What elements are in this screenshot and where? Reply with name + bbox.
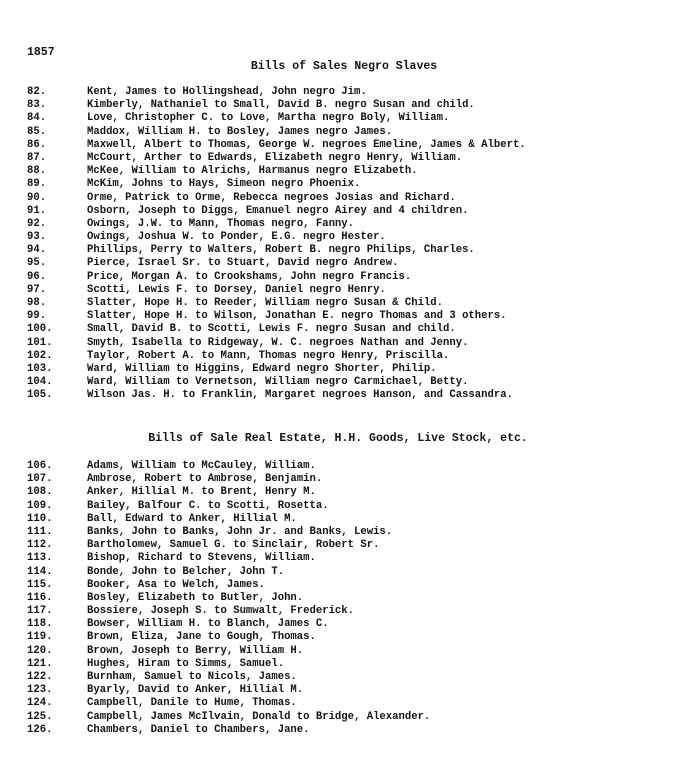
- entry-text: Ambrose, Robert to Ambrose, Benjamin.: [87, 473, 323, 486]
- entry-text: Ward, William to Vernetson, William negro Carmichael, Betty.: [87, 376, 469, 389]
- entry-text: Brown, Joseph to Berry, William H.: [87, 644, 304, 657]
- entry-number: 104.: [27, 376, 53, 389]
- entry-row: [0, 460, 700, 473]
- entry-number: 120.: [27, 644, 53, 657]
- entry-row: [0, 513, 700, 526]
- entry-number: 111.: [27, 525, 53, 538]
- entry-row: [0, 284, 700, 297]
- entry-number: 112.: [27, 539, 53, 552]
- entry-number: 83.: [27, 99, 47, 112]
- entry-number: 98.: [27, 297, 47, 309]
- entry-row: [0, 724, 700, 737]
- entry-text: Phillips, Perry to Walters, Robert B. negro Philips, Charles.: [87, 244, 475, 257]
- entry-row: [0, 218, 700, 231]
- entry-row: [0, 618, 700, 631]
- entry-text: Adams, William to McCauley, William.: [87, 460, 316, 472]
- entry-text: Scotti, Lewis F. to Dorsey, Daniel negro Henry.: [87, 283, 386, 296]
- entry-text: Burnham, Samuel to Nicols, James.: [87, 671, 297, 683]
- entry-row: [0, 205, 700, 218]
- entry-number: 125.: [27, 710, 53, 723]
- entry-row: [0, 310, 700, 323]
- entry-text: Orme, Patrick to Orme, Rebecca negroes Josias and Richard.: [87, 191, 456, 204]
- entry-text: McKee, William to Alrichs, Harmanus negro Elizabeth.: [87, 165, 418, 178]
- entry-number: 124.: [27, 697, 53, 710]
- entry-number: 116.: [27, 591, 53, 604]
- entry-number: 82.: [27, 86, 47, 98]
- entry-row: [0, 500, 700, 513]
- entry-text: Hughes, Hiram to Simms, Samuel.: [87, 657, 285, 670]
- entry-text: Pierce, Israel Sr. to Stuart, David negro Andrew.: [87, 257, 399, 270]
- entry-text: Slatter, Hope H. to Reeder, William negro Susan & Child.: [87, 297, 444, 309]
- entry-row: [0, 363, 700, 376]
- entry-number: 118.: [27, 618, 53, 631]
- entry-row: [0, 99, 700, 112]
- entry-text: Ball, Edward to Anker, Hillial M.: [87, 512, 297, 525]
- entry-row: [0, 271, 700, 284]
- entry-row: [0, 658, 700, 671]
- entry-text: Kimberly, Nathaniel to Small, David B. negro Susan and child.: [87, 99, 475, 112]
- entry-text: Osborn, Joseph to Diggs, Emanuel negro Airey and 4 children.: [87, 204, 469, 217]
- entry-row: [0, 711, 700, 724]
- entry-number: 108.: [27, 486, 53, 499]
- entry-text: Bosley, Elizabeth to Butler, John.: [87, 591, 304, 604]
- entry-text: Wilson Jas. H. to Franklin, Margaret negroes Hanson, and Cassandra.: [87, 389, 513, 402]
- entry-text: Owings, J.W. to Mann, Thomas negro, Fanny.: [87, 217, 355, 230]
- entry-number: 86.: [27, 138, 47, 151]
- entry-text: Maddox, William H. to Bosley, James negro James.: [87, 125, 393, 138]
- entry-number: 117.: [27, 605, 53, 618]
- entry-number: 91.: [27, 204, 47, 217]
- entry-number: 106.: [27, 460, 53, 472]
- entry-text: Bossiere, Joseph S. to Sumwalt, Frederick.: [87, 605, 355, 618]
- entry-row: [0, 139, 700, 152]
- entry-row: [0, 486, 700, 499]
- entry-number: 113.: [27, 552, 53, 565]
- entry-number: 126.: [27, 723, 53, 736]
- entry-number: 88.: [27, 165, 47, 178]
- entry-text: Brown, Eliza, Jane to Gough, Thomas.: [87, 631, 316, 644]
- entry-text: Chambers, Daniel to Chambers, Jane.: [87, 723, 310, 736]
- entry-row: [0, 376, 700, 389]
- entry-text: Bailey, Balfour C. to Scotti, Rosetta.: [87, 499, 329, 512]
- entry-text: Smyth, Isabella to Ridgeway, W. C. negroes Nathan and Jenny.: [87, 336, 469, 349]
- entry-text: Byarly, David to Anker, Hillial M.: [87, 684, 304, 697]
- entry-text: Ward, William to Higgins, Edward negro Shorter, Philip.: [87, 362, 437, 375]
- entry-number: 121.: [27, 657, 53, 670]
- entry-number: 122.: [27, 671, 53, 683]
- entry-number: 87.: [27, 151, 47, 164]
- entry-text: Banks, John to Banks, John Jr. and Banks, Lewis.: [87, 525, 393, 538]
- entry-list-slaves: [0, 86, 700, 403]
- entry-number: 93.: [27, 231, 47, 244]
- entry-row: [0, 297, 700, 310]
- entry-number: 94.: [27, 244, 47, 257]
- entry-text: Kent, James to Hollingshead, John negro Jim.: [87, 86, 367, 98]
- entry-row: [0, 257, 700, 270]
- entry-number: 100.: [27, 323, 53, 336]
- entry-number: 90.: [27, 191, 47, 204]
- entry-text: Bartholomew, Samuel G. to Sinclair, Robert Sr.: [87, 539, 380, 552]
- entry-row: [0, 165, 700, 178]
- entry-row: [0, 697, 700, 710]
- section-heading-real-estate: Bills of Sale Real Estate, H.H. Goods, Live Stock, etc.: [148, 432, 528, 445]
- entry-text: Campbell, James McIlvain, Donald to Bridge, Alexander.: [87, 710, 431, 723]
- entry-number: 85.: [27, 125, 47, 138]
- entry-row: [0, 389, 700, 402]
- entry-text: Bishop, Richard to Stevens, William.: [87, 552, 316, 565]
- entry-row: [0, 231, 700, 244]
- entry-row: [0, 178, 700, 191]
- entry-text: Price, Morgan A. to Crookshams, John negro Francis.: [87, 270, 412, 283]
- entry-number: 95.: [27, 257, 47, 270]
- entry-row: [0, 244, 700, 257]
- entry-text: Anker, Hillial M. to Brent, Henry M.: [87, 486, 316, 499]
- entry-row: [0, 631, 700, 644]
- entry-number: 101.: [27, 336, 53, 349]
- entry-row: [0, 323, 700, 336]
- entry-row: [0, 552, 700, 565]
- entry-text: Love, Christopher C. to Love, Martha negro Boly, William.: [87, 112, 450, 125]
- entry-number: 99.: [27, 310, 47, 323]
- entry-row: [0, 605, 700, 618]
- entry-number: 105.: [27, 389, 53, 402]
- entry-text: Bonde, John to Belcher, John T.: [87, 565, 285, 578]
- entry-row: [0, 566, 700, 579]
- entry-text: Slatter, Hope H. to Wilson, Jonathan E. negro Thomas and 3 others.: [87, 310, 507, 323]
- entry-number: 109.: [27, 499, 53, 512]
- entry-text: Bowser, William H. to Blanch, James C.: [87, 618, 329, 631]
- entry-row: [0, 350, 700, 363]
- entry-number: 96.: [27, 270, 47, 283]
- entry-number: 123.: [27, 684, 53, 697]
- entry-row: [0, 671, 700, 684]
- entry-text: Campbell, Danile to Hume, Thomas.: [87, 697, 297, 710]
- entry-row: [0, 192, 700, 205]
- year-label: 1857: [27, 46, 55, 59]
- entry-number: 92.: [27, 217, 47, 230]
- entry-row: [0, 152, 700, 165]
- entry-number: 115.: [27, 578, 53, 591]
- entry-number: 97.: [27, 283, 47, 296]
- entry-row: [0, 86, 700, 99]
- entry-number: 107.: [27, 473, 53, 486]
- entry-text: Taylor, Robert A. to Mann, Thomas negro Henry, Priscilla.: [87, 349, 450, 362]
- entry-row: [0, 592, 700, 605]
- entry-number: 103.: [27, 362, 53, 375]
- entry-text: McKim, Johns to Hays, Simeon negro Phoenix.: [87, 178, 361, 191]
- entry-row: [0, 126, 700, 139]
- entry-row: [0, 684, 700, 697]
- entry-text: Maxwell, Albert to Thomas, George W. negroes Emeline, James & Albert.: [87, 138, 526, 151]
- entry-number: 110.: [27, 512, 53, 525]
- entry-row: [0, 579, 700, 592]
- entry-text: Owings, Joshua W. to Ponder, E.G. negro Hester.: [87, 231, 386, 244]
- entry-row: [0, 112, 700, 125]
- entry-list-real-estate: [0, 460, 700, 737]
- entry-row: [0, 645, 700, 658]
- section-heading-slaves: Bills of Sales Negro Slaves: [250, 60, 438, 73]
- entry-number: 102.: [27, 349, 53, 362]
- entry-number: 89.: [27, 178, 47, 191]
- entry-text: McCourt, Arther to Edwards, Elizabeth negro Henry, William.: [87, 151, 463, 164]
- entry-number: 119.: [27, 631, 53, 644]
- entry-row: [0, 526, 700, 539]
- entry-number: 114.: [27, 565, 53, 578]
- entry-row: [0, 539, 700, 552]
- entry-row: [0, 473, 700, 486]
- entry-number: 84.: [27, 112, 47, 125]
- entry-row: [0, 337, 700, 350]
- entry-text: Small, David B. to Scotti, Lewis F. negro Susan and child.: [87, 323, 456, 336]
- entry-text: Booker, Asa to Welch, James.: [87, 578, 266, 591]
